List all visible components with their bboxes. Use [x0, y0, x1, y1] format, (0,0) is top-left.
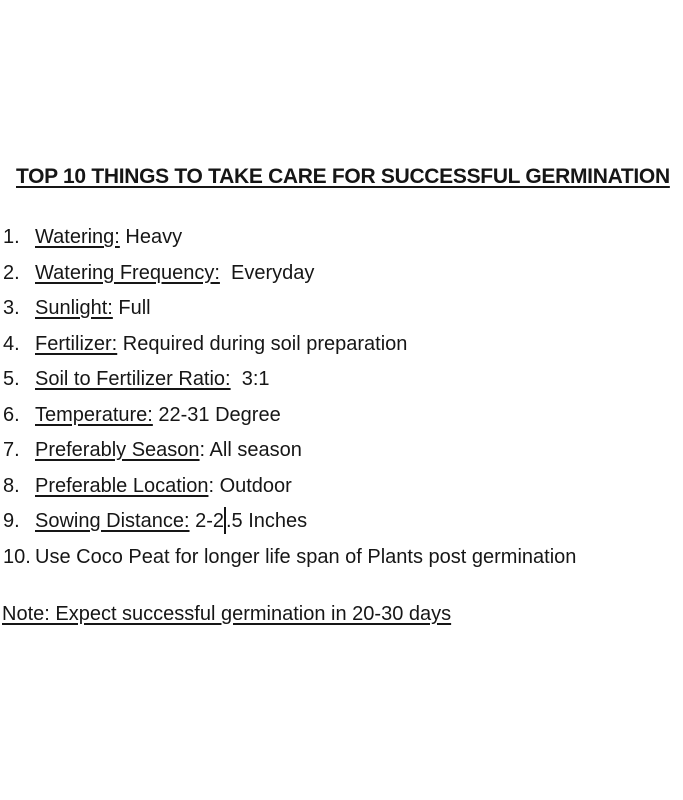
item-number: 7. — [3, 439, 20, 461]
list-item — [0, 291, 683, 327]
item-value: Full — [112, 297, 151, 319]
item-label: Sunlight: — [35, 297, 113, 319]
item-label: Watering Frequency: — [35, 261, 220, 284]
item-value: 22-31 Degree — [152, 403, 281, 426]
item-number: 9. — [3, 510, 20, 532]
item-value: 3:1 — [230, 368, 270, 390]
item-value-after-caret: .5 Inches — [226, 510, 308, 532]
item-label: Fertilizer: — [35, 332, 118, 355]
list-item — [0, 256, 683, 292]
item-label: Temperature: — [35, 403, 153, 426]
item-value: Required during soil preparation — [117, 332, 408, 355]
item-number: 2. — [3, 261, 20, 284]
item-label: Preferably Season — [35, 439, 200, 461]
item-text — [35, 540, 683, 576]
item-text — [35, 256, 683, 292]
document-content — [0, 163, 683, 628]
item-number: 10. — [3, 545, 31, 568]
item-number: 1. — [3, 226, 20, 248]
item-number: 6. — [3, 403, 20, 426]
item-number: 8. — [3, 474, 20, 497]
item-value-before-caret: 2-2 — [189, 510, 224, 532]
numbered-list — [0, 220, 683, 575]
list-item — [0, 469, 683, 505]
item-text — [35, 433, 683, 469]
item-value: Use Coco Peat for longer life span of Plants post germination — [35, 545, 577, 568]
item-text — [35, 291, 683, 327]
item-text — [35, 220, 683, 256]
document-title: TOP 10 THINGS TO TAKE CARE FOR SUCCESSFUL GERMINATION — [16, 165, 670, 188]
item-value: Everyday — [219, 261, 315, 284]
item-number: 3. — [3, 297, 20, 319]
note-line: Note: Expect successful germination in 20-30 days — [2, 603, 452, 625]
item-label: Preferable Location — [35, 474, 209, 497]
item-number: 4. — [3, 332, 20, 355]
item-label: Sowing Distance: — [35, 510, 190, 532]
list-item — [0, 220, 683, 256]
list-item — [0, 540, 683, 576]
item-value: : Outdoor — [208, 474, 292, 497]
list-item — [0, 433, 683, 469]
list-item — [0, 327, 683, 363]
item-text — [35, 362, 683, 398]
item-text — [35, 327, 683, 363]
item-text — [35, 398, 683, 434]
item-value: Heavy — [119, 226, 183, 248]
item-number: 5. — [3, 368, 20, 390]
list-item — [0, 362, 683, 398]
item-text — [35, 469, 683, 505]
item-value: : All season — [199, 439, 302, 461]
item-label: Watering: — [35, 226, 120, 248]
list-item — [0, 398, 683, 434]
item-text — [35, 504, 683, 540]
item-label: Soil to Fertilizer Ratio: — [35, 368, 231, 390]
list-item — [0, 504, 683, 540]
